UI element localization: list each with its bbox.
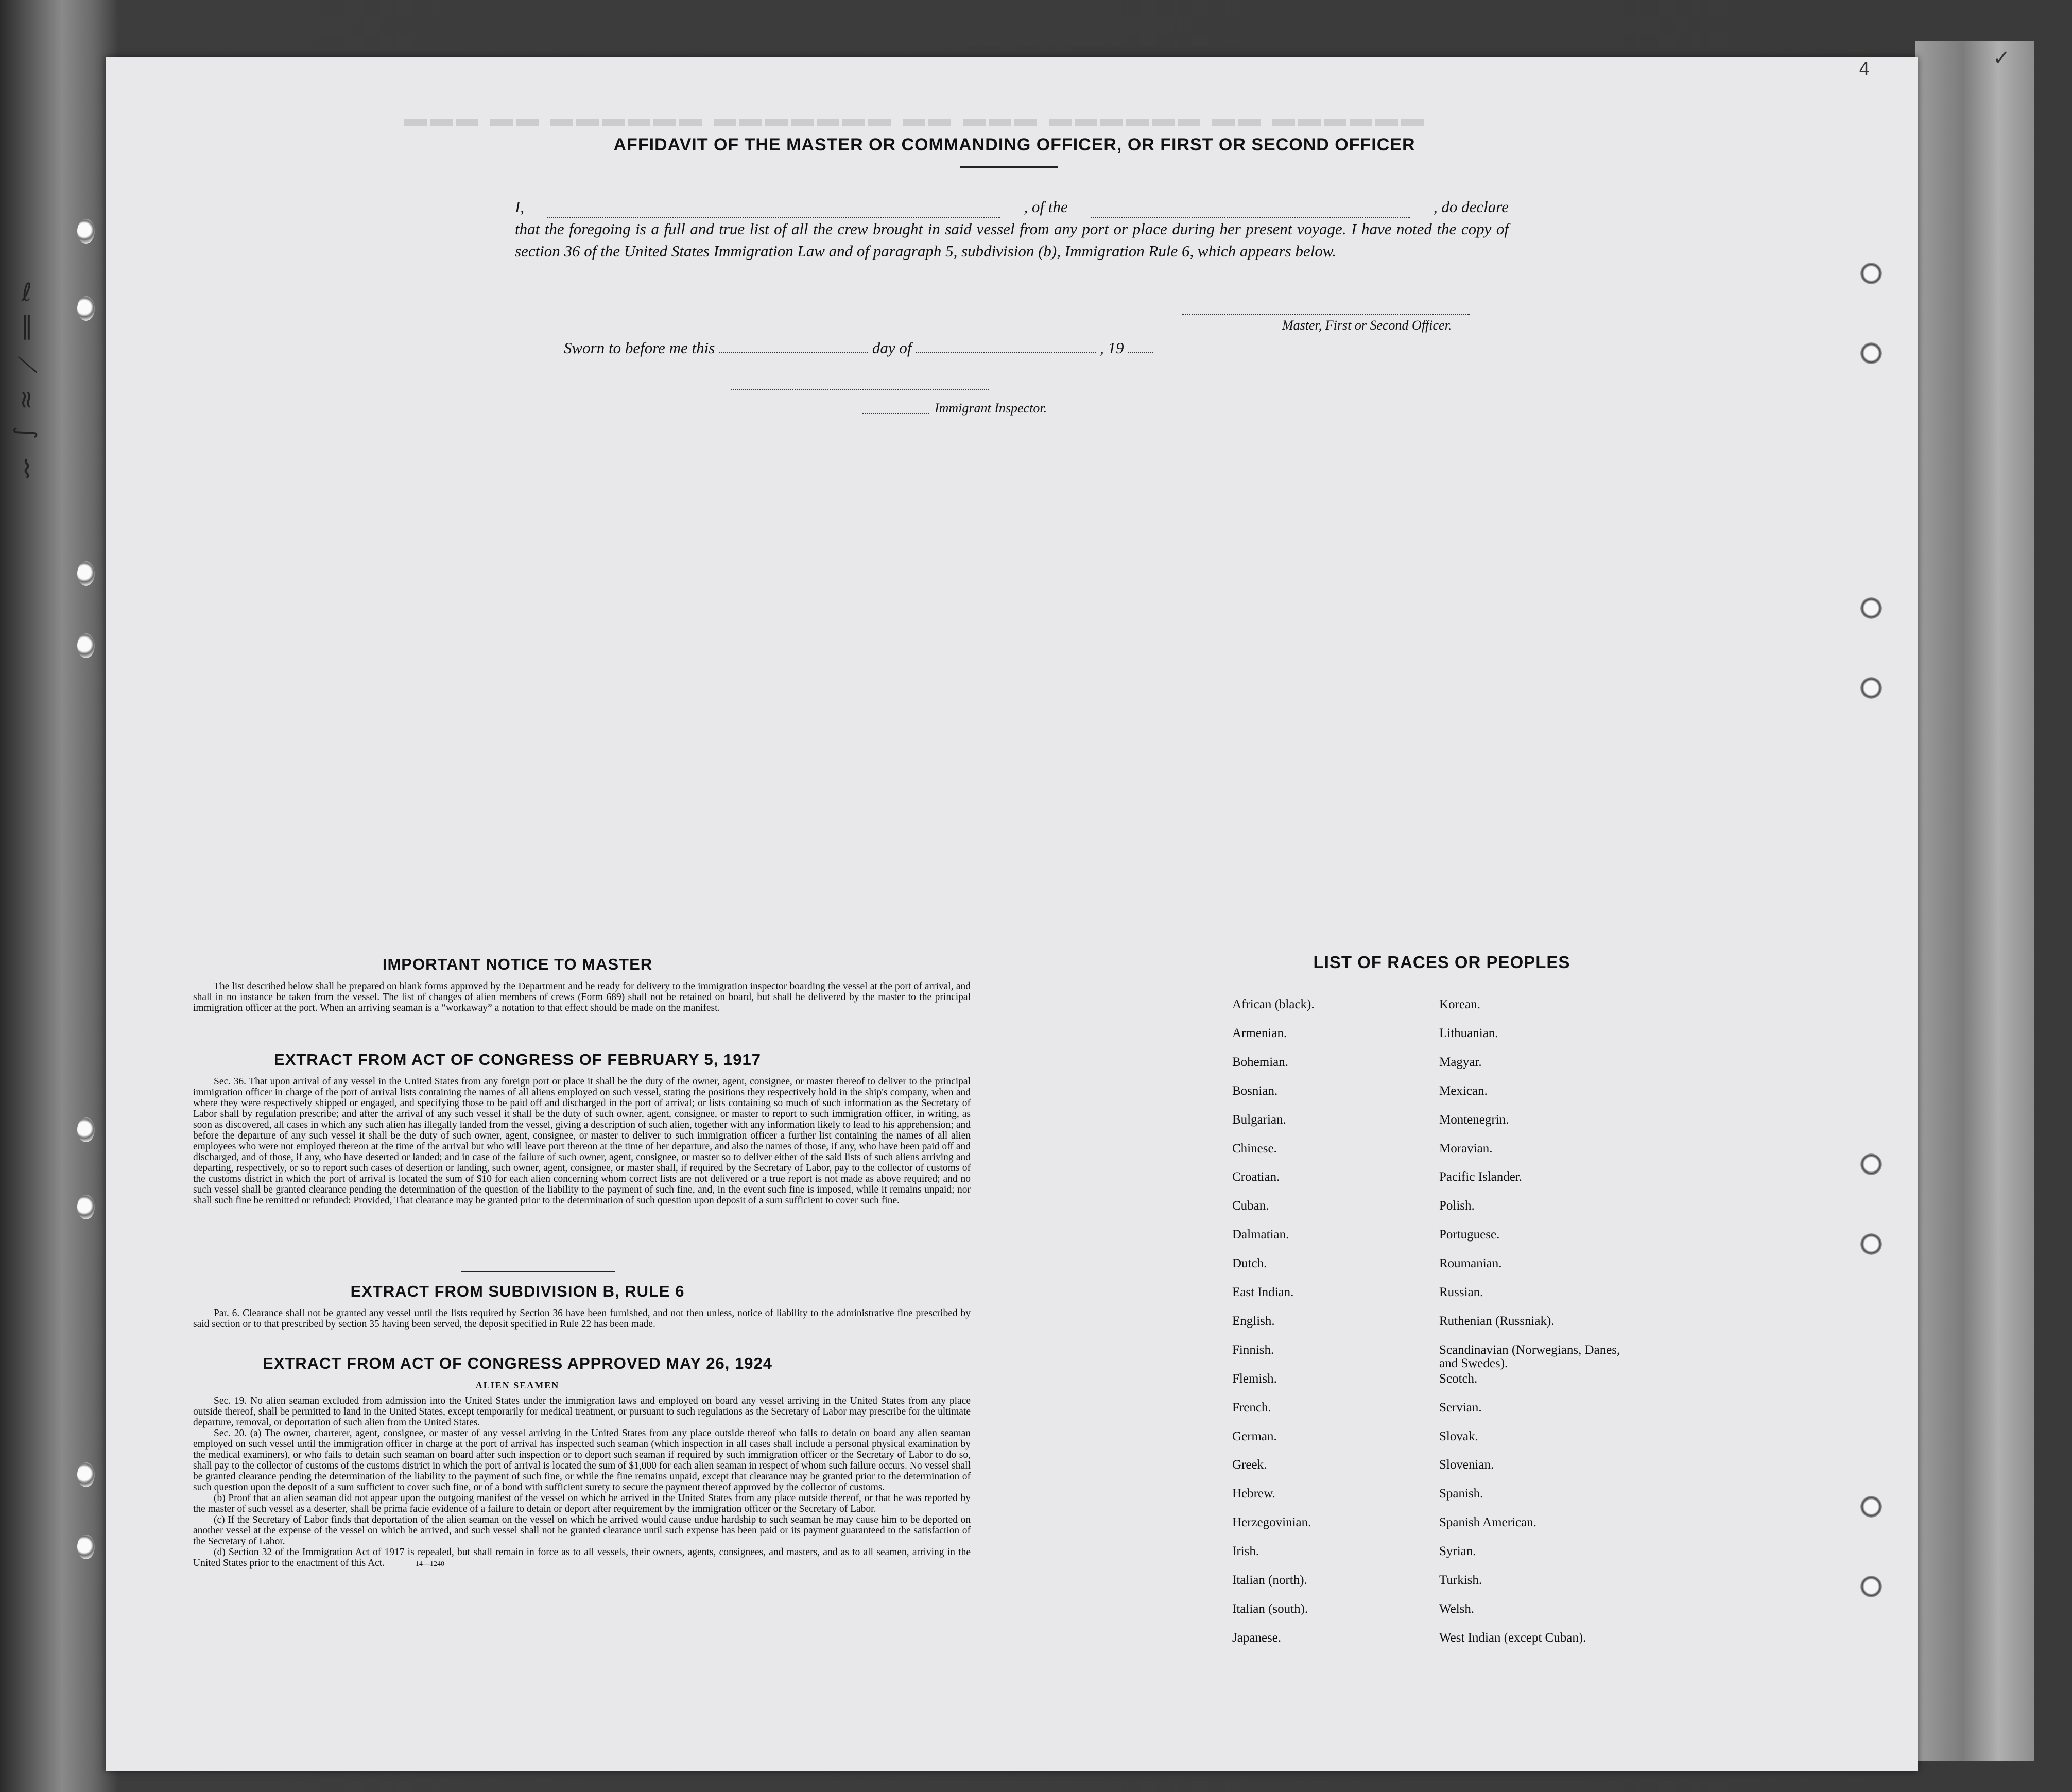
binder-hole [77, 561, 95, 586]
sworn-year: , 19 [1099, 339, 1124, 357]
document-page [106, 46, 2010, 1771]
check-mark: ✓ [1993, 46, 2010, 70]
race-item: Servian. [1439, 1400, 1482, 1415]
paragraph-sec-19: Sec. 19. No alien seaman excluded from admission into the United States under the immigration laws and employed on board any vessel arriving in the United States from any place outside thereof, shall be permitted to land in the United States, except temporarily for medical treatment, or pursuant to such regulations as the Secretary of Labor may prescribe for the ultimate departure, removal, or deportation of such alien from the United States. [193, 1395, 971, 1428]
inspector-signature-short-line [862, 413, 929, 414]
extract-rule6-text: Par. 6. Clearance shall not be granted any vessel until the lists required by Section 36 have been furnished, and not then unless, notice of liability to the administrative fine prescribed by said section or to that prescribed by section 35 having been served, the deposit specified in Rule 22 has been made. [193, 1308, 971, 1330]
sworn-date-field[interactable] [719, 352, 868, 353]
master-name-field[interactable] [547, 196, 1000, 218]
race-item: Magyar. [1439, 1055, 1482, 1069]
race-item: Ruthenian (Russniak). [1439, 1314, 1555, 1328]
race-item: Japanese. [1232, 1630, 1282, 1645]
binder-hole [77, 1462, 95, 1487]
handwritten-margin-notes: ℓ‖ ⟋ ≈ ∫ ⌇ [12, 278, 41, 488]
bleed-through-text: ▬▬▬ ▬▬ ▬▬▬▬▬▬ ▬▬▬▬▬▬▬ ▬▬ ▬▬▬ ▬▬▬▬▬▬ ▬▬ ▬▬▬▬▬▬ [404, 114, 1427, 139]
alien-seamen-heading: ALIEN SEAMEN [475, 1380, 560, 1390]
race-item: German. [1232, 1429, 1277, 1443]
sworn-day-of: day of [872, 339, 912, 357]
extract-rule6-title: EXTRACT FROM SUBDIVISION B, RULE 6 [350, 1282, 685, 1300]
race-item: Slovenian. [1439, 1458, 1494, 1472]
affidavit-i: I, [515, 198, 525, 216]
affidavit-text [515, 196, 1509, 262]
race-item: Pacific Islander. [1439, 1170, 1523, 1184]
sheet-hole [1860, 1233, 1882, 1255]
sheet-hole [1860, 1576, 1882, 1597]
master-signature-label: Master, First or Second Officer. [1282, 318, 1452, 333]
race-item: Italian (south). [1232, 1601, 1308, 1616]
sworn-year-field[interactable] [1128, 352, 1153, 353]
inspector-label: Immigrant Inspector. [935, 401, 1047, 416]
race-item: Scotch. [1439, 1371, 1478, 1386]
vessel-name-field[interactable] [1091, 196, 1410, 218]
extract-1917-title: EXTRACT FROM ACT OF CONGRESS OF FEBRUARY 5, 1917 [274, 1050, 761, 1069]
affidavit-title: AFFIDAVIT OF THE MASTER OR COMMANDING OFFICER, OR FIRST OR SECOND OFFICER [613, 135, 1415, 154]
sheet-hole [1860, 1496, 1882, 1518]
sworn-line [564, 339, 1153, 357]
sheet-hole [1860, 263, 1882, 284]
race-item: Welsh. [1439, 1601, 1475, 1616]
sheet-hole [1860, 677, 1882, 699]
race-item: French. [1232, 1400, 1271, 1415]
notice-title: IMPORTANT NOTICE TO MASTER [382, 955, 653, 973]
inspector-signature-line[interactable] [731, 389, 989, 390]
notice-text: The list described below shall be prepared on blank forms approved by the Department and be ready for delivery to the immigration inspector boarding the vessel at the port of arrival, and shall in no instance be taken from the vessel. The list of changes of alien members of crews (Form 689) shall not be retained on board, but shall be delivered by the master to the principal immigration officer at the port. When an arriving seaman is a “workaway” a notation to that effect should be made on the manifest. [193, 981, 971, 1013]
binder-hole [77, 633, 95, 658]
paragraph-sec-20d [193, 1547, 971, 1570]
race-item: Cuban. [1232, 1199, 1269, 1213]
race-item: Armenian. [1232, 1026, 1287, 1040]
binder-hole [77, 296, 95, 321]
race-item: Spanish American. [1439, 1515, 1536, 1530]
race-item: Italian (north). [1232, 1573, 1307, 1587]
race-item: Herzegovinian. [1232, 1515, 1311, 1530]
affidavit-of-the: , of the [1024, 198, 1068, 216]
affidavit-declare: , do declare [1433, 198, 1509, 216]
race-item: Polish. [1439, 1199, 1475, 1213]
race-item: Korean. [1439, 997, 1480, 1011]
race-item: West Indian (except Cuban). [1439, 1630, 1586, 1645]
paragraph-sec-20c: (c) If the Secretary of Labor finds that deportation of the alien seaman on the vessel on which he arrived would cause undue hardship to such seaman he may cause him to be deported on another vessel at the expense of the vessel on which he arrived, and such vessel shall not be granted clearance until such expense has been paid or its payment guaranteed to the satisfaction of the Secretary of Labor. [193, 1514, 971, 1547]
paragraph-sec-20d-text: (d) Section 32 of the Immigration Act of 1917 is repealed, but shall remain in force as to all vessels, their owners, agents, consignees, and masters, and as to all seamen, arriving in the United States prior to the enactment of this Act. [193, 1547, 971, 1569]
races-title: LIST OF RACES OR PEOPLES [1313, 953, 1570, 972]
race-item: Finnish. [1232, 1342, 1274, 1357]
race-item: Spanish. [1439, 1487, 1483, 1501]
race-item: Chinese. [1232, 1141, 1277, 1156]
title-underline [960, 166, 1058, 168]
page-stack-edge [1915, 41, 2034, 1761]
race-item: Irish. [1232, 1544, 1259, 1559]
race-item: Montenegrin. [1439, 1112, 1509, 1127]
race-item: Bulgarian. [1232, 1112, 1286, 1127]
race-item: East Indian. [1232, 1285, 1294, 1299]
race-item: Scandinavian (Norwegians, Danes, and Swedes). [1439, 1342, 1620, 1370]
race-item: Lithuanian. [1439, 1026, 1498, 1040]
page-corner-number: 4 [1859, 59, 1870, 80]
binder-hole [77, 1535, 95, 1559]
race-item: African (black). [1232, 997, 1315, 1011]
sworn-prefix: Sworn to before me this [564, 339, 715, 357]
sheet-hole [1860, 597, 1882, 619]
race-item: Roumanian. [1439, 1256, 1502, 1271]
race-item: Slovak. [1439, 1429, 1478, 1443]
race-item: Syrian. [1439, 1544, 1476, 1559]
race-item: Bohemian. [1232, 1055, 1289, 1069]
race-item: Russian. [1439, 1285, 1483, 1299]
affidavit-first-line [515, 196, 1509, 218]
sheet-hole [1860, 342, 1882, 364]
divider [461, 1271, 615, 1272]
sworn-month-field[interactable] [916, 352, 1096, 353]
paragraph-sec-20a: Sec. 20. (a) The owner, charterer, agent, consignee, or master of any vessel arriving in the United States from any place outside thereof who fails to detain on board any alien seaman employed on such vessel until the immigration officer in charge at the port of arrival has inspected such seaman (which inspection in all cases shall include a personal physical examination by the medical examiners), or who fails to detain such seaman on board after such inspection or to deport such seaman if required by such immigration officer or the Secretary of Labor to do so, shall pay to the collector of customs of the customs district in which the port of arrival is located the sum of $1,000 for each alien seaman in respect of whom such failure occurs. No vessel shall be granted clearance pending the determination of the liability to the payment of such fine, or while the fine remains unpaid, except that clearance may be granted prior to the determination of such question upon the deposit of a sum sufficient to cover such fine, or of a bond with sufficient surety to secure the payment thereof approved by the collector of customs. [193, 1428, 971, 1493]
sheet-hole [1860, 1153, 1882, 1175]
race-item: Croatian. [1232, 1170, 1280, 1184]
race-item: Dutch. [1232, 1256, 1267, 1271]
binder-hole [77, 1195, 95, 1219]
race-item: Bosnian. [1232, 1083, 1278, 1098]
race-item: Flemish. [1232, 1371, 1277, 1386]
extract-1924-title: EXTRACT FROM ACT OF CONGRESS APPROVED MAY 26, 1924 [263, 1354, 772, 1372]
race-item: Moravian. [1439, 1141, 1493, 1156]
paragraph-sec-20b: (b) Proof that an alien seaman did not appear upon the outgoing manifest of the vessel on which he arrived in the United States from any place outside thereof, or that he was reported by the master of such vessel as a deserter, shall be prima facie evidence of a failure to detain or deport after requirement by the immigration officer or the Secretary of Labor. [193, 1493, 971, 1514]
affidavit-body: that the foregoing is a full and true list of all the crew brought in said vessel from any port or place during her present voyage. I have noted the copy of section 36 of the United States Immigration Law and of paragraph 5, subdivision (b), Immigration Rule 6, which appears below. [515, 220, 1509, 260]
extract-1924-text [193, 1395, 971, 1570]
form-number: 14—1240 [416, 1560, 445, 1568]
race-item: Mexican. [1439, 1083, 1488, 1098]
extract-1917-text: Sec. 36. That upon arrival of any vessel in the United States from any foreign port or place it shall be the duty of the owner, agent, consignee, or master thereof to deliver to the principal immigration officer in charge of the port of arrival lists containing the names of all aliens employed on such vessel, stating the positions they respectively hold in the ship's company, when and where they were respectively shipped or engaged, and specifying those to be paid off and discharged in the port of arrival; or lists containing so much of such information as the Secretary of Labor shall by regulation prescribe; and after the arrival of any such vessel it shall be the duty of such owner, agent, consignee, or master to report to such immigration officer, in writing, as soon as discovered, all cases in which any such alien has illegally landed from the vessel, giving a description of such alien, together with any information likely to lead to his apprehension; and before the departure of any such vessel it shall be the duty of such owner, agent, consignee, or master to deliver to such immigration officer a further list containing the names of all alien employees who were not employed thereon at the time of the arrival but who will leave port thereon at the time of her departure, and also the names of those, if any, who have been paid off and discharged, and of those, if any, who have deserted or landed; and in case of the failure of such owner, agent, consignee, or master so to deliver either of the said lists of such aliens arriving and departing, respectively, or so to report such cases of desertion or landing, such owner, agent, consignee, or master shall, if required by the Secretary of Labor, pay to the collector of customs of the customs district in which the port of arrival is located the sum of $10 for each alien concerning whom correct lists are not delivered or a true report is not made as above required; and no such vessel shall be granted clearance pending the determination of the question of the liability to the payment of such fine, and, in the event such fine is imposed, while it remains unpaid; nor shall such fine be remitted or refunded: Provided, That clearance may be granted prior to the determination of such question upon deposit of a sum sufficient to cover such fine. [193, 1076, 971, 1206]
binder-hole [77, 219, 95, 244]
race-item: Dalmatian. [1232, 1228, 1289, 1242]
race-item: English. [1232, 1314, 1275, 1328]
race-item: Turkish. [1439, 1573, 1482, 1587]
master-signature-line[interactable] [1182, 314, 1470, 315]
race-item: Hebrew. [1232, 1487, 1275, 1501]
race-item: Greek. [1232, 1458, 1267, 1472]
race-item: Portuguese. [1439, 1228, 1500, 1242]
binder-hole [77, 1117, 95, 1142]
